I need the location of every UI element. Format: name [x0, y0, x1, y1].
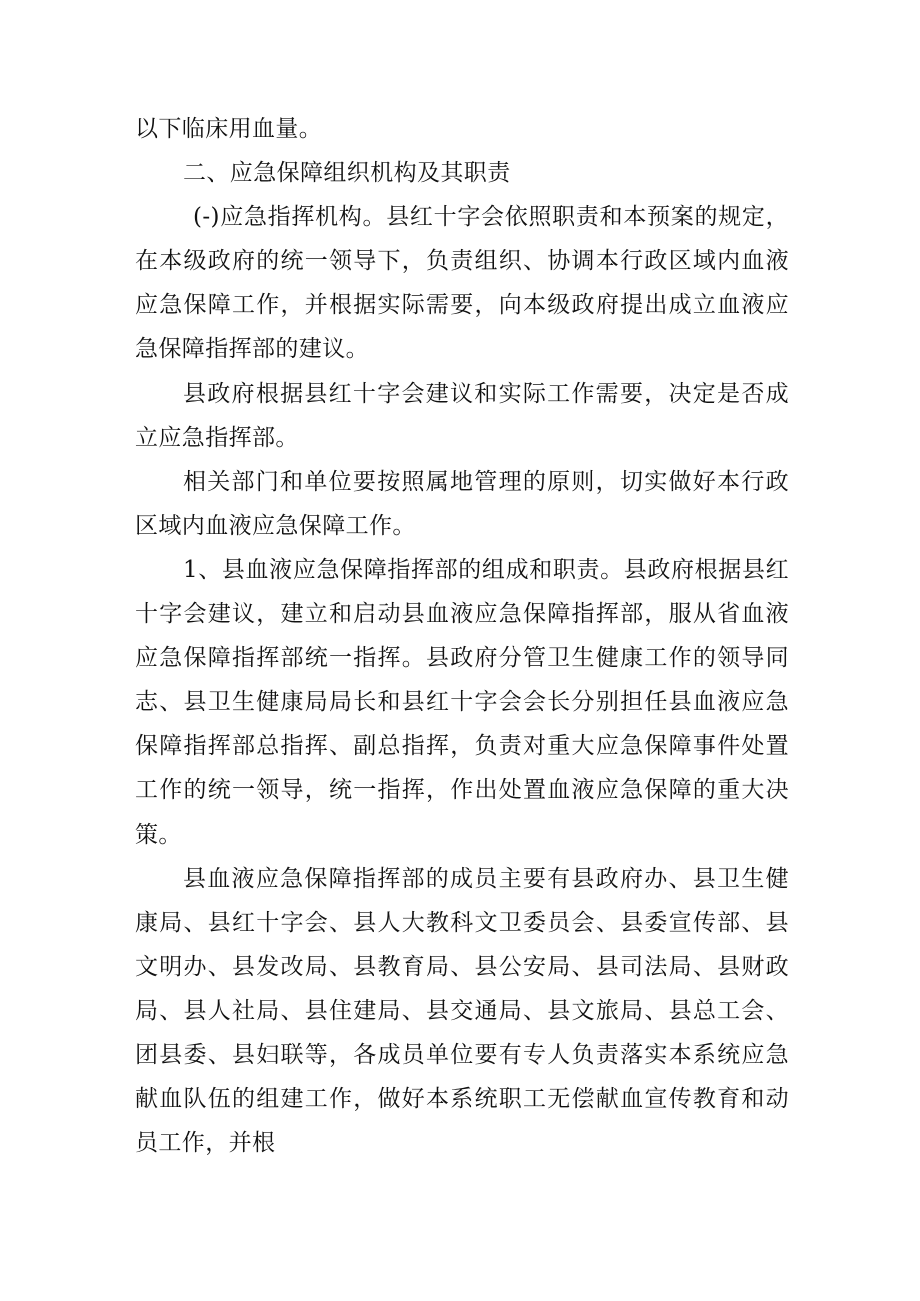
paragraph-command-agency: (-)应急指挥机构。县红十字会依照职责和本预案的规定，在本级政府的统一领导下，负责组织、协调本行政区域内血液应急保障工作，并根据实际需要，向本级政府提出成立血液应急保障指挥部的建议。 [135, 204, 789, 363]
document-body [135, 107, 789, 1165]
paragraph-county-decision: 县政府根据县红十字会建议和实际工作需要，决定是否成立应急指挥部。 [135, 380, 789, 451]
paragraph-headquarters-composition: 1、县血液应急保障指挥部的组成和职责。县政府根据县红十字会建议，建立和启动县血液应急保障指挥部，服从省血液应急保障指挥部统一指挥。县政府分管卫生健康工作的领导同志、县卫生健康局局长和县红十字会会长分别担任县血液应急保障指挥部总指挥、副总指挥，负责对重大应急保障事件处置工作的统一领导，统一指挥，作出处置血液应急保障的重大决策。 [135, 556, 789, 848]
section-heading: 二、应急保障组织机构及其职责 [183, 160, 511, 187]
paragraph-local-management: 相关部门和单位要按照属地管理的原则，切实做好本行政区域内血液应急保障工作。 [135, 468, 789, 539]
paragraph-headquarters-members: 县血液应急保障指挥部的成员主要有县政府办、县卫生健康局、县红十字会、县人大教科文卫委员会、县委宣传部、县文明办、县发改局、县教育局、县公安局、县司法局、县财政局、县人社局、县住建局、县交通局、县文旅局、县总工会、团县委、县妇联等，各成员单位要有专人负责落实本系统应急献血队伍的组建工作，做好本系统职工无偿献血宣传教育和动员工作，并根 [135, 865, 789, 1157]
paragraph-continuation: 以下临床用血量。 [135, 116, 323, 142]
